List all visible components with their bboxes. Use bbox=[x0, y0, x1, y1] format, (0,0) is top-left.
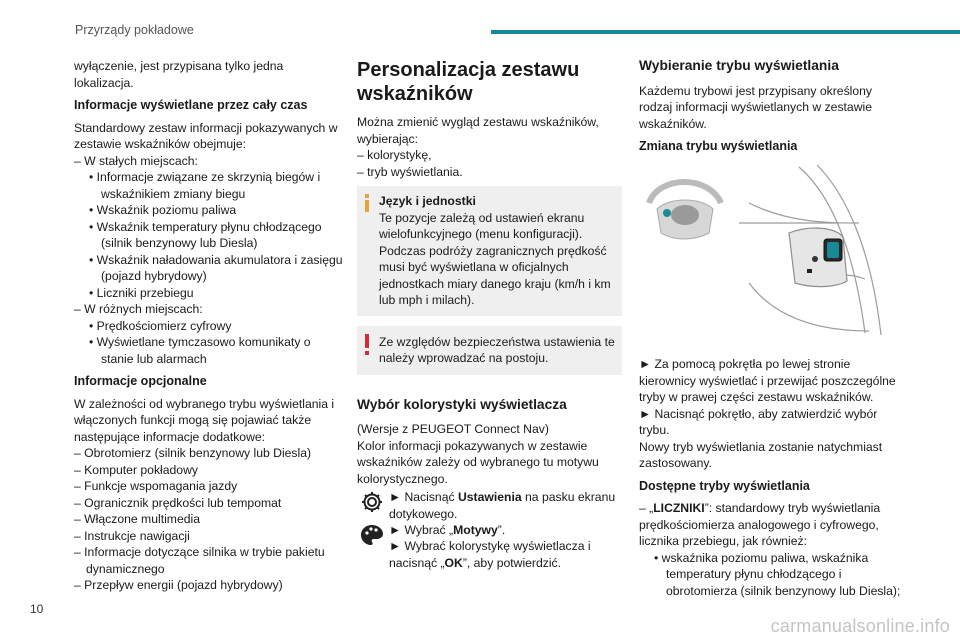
various-places-label: – W różnych miejscach: bbox=[74, 302, 203, 316]
palette-icon bbox=[359, 522, 385, 548]
step-themes bbox=[357, 522, 622, 552]
warning-exclamation-icon bbox=[363, 334, 371, 356]
heading-display-mode: Wybieranie trybu wyświetlania bbox=[639, 58, 839, 73]
info-icon bbox=[363, 194, 371, 212]
warning-box-text: Ze względów bezpieczeństwa ustawienia te należy wprowadzać na postoju. bbox=[379, 334, 615, 365]
list-item: – Przepływ energii (pojazd hybrydowy) bbox=[74, 578, 283, 592]
list-item: – kolorystykę, bbox=[357, 148, 432, 162]
column-middle bbox=[357, 58, 622, 571]
column-right bbox=[639, 58, 907, 599]
step-text: ► Wybrać „ bbox=[389, 523, 454, 537]
list-item: – Instrukcje nawigacji bbox=[74, 528, 190, 543]
column-left bbox=[74, 58, 346, 594]
list-item: • wskaźnika poziomu paliwa, wskaźnika temperatury płynu chłodzącego i obrotomierza (silnik benzynowy lub Diesla); bbox=[654, 550, 901, 598]
heading-color-selection: Wybór kolorystyki wyświetlacza bbox=[357, 396, 567, 412]
change-mode-text: ► Za pomocą pokrętła po lewej stronie kierownicy wyświetlać i przewijać poszczególne tryby w prawej części zestawu wskaźników. ► Nacisnąć pokrętło, aby zatwierdzić wybór trybu. Nowy tryb wyświetlania zostanie natychmiast zastosowany. bbox=[639, 357, 896, 470]
list-item: – Włączone multimedia bbox=[74, 512, 200, 526]
list-item: – Informacje dotyczące silnika w trybie pakietu dynamicznego bbox=[74, 545, 325, 576]
list-item: • Wskaźnik temperatury płynu chłodzącego (silnik benzynowy lub Diesla) bbox=[89, 219, 322, 250]
available-mode-counters bbox=[639, 500, 907, 550]
mode-intro: Każdemu trybowi jest przypisany określony rodzaj informacji wyświetlanych w zestawie wskaźników. bbox=[639, 83, 873, 131]
heading-change-mode: Zmiana trybu wyświetlania bbox=[639, 139, 798, 153]
list-item: • Prędkościomierz cyfrowy bbox=[89, 318, 232, 333]
control-panel bbox=[789, 228, 847, 287]
heading-available-modes: Dostępne tryby wyświetlania bbox=[639, 478, 810, 493]
list-item: – Ogranicznik prędkości lub tempomat bbox=[74, 495, 282, 510]
settings-gear-icon bbox=[359, 489, 385, 515]
settings-label: Ustawienia bbox=[457, 490, 522, 504]
list-item: • Wskaźnik naładowania akumulatora i zasięgu (pojazd hybrydowy) bbox=[89, 252, 343, 283]
list-item: – tryb wyświetlania. bbox=[357, 164, 463, 179]
counters-label: LICZNIKI bbox=[653, 501, 705, 515]
mode-text: – „ bbox=[639, 501, 654, 515]
page-number: 10 bbox=[30, 602, 44, 616]
heading-optional-info: Informacje opcjonalne bbox=[74, 374, 207, 388]
ok-label: OK bbox=[444, 555, 463, 570]
list-item: – Obrotomierz (silnik benzynowy lub Diesla) bbox=[74, 446, 312, 460]
list-item: • Wskaźnik poziomu paliwa bbox=[89, 203, 237, 217]
fixed-places-label: – W stałych miejscach: bbox=[74, 153, 198, 168]
running-header-title: Przyrządy pokładowe bbox=[75, 23, 194, 37]
intro-paragraph: wyłączenie, jest przypisana tylko jedna lokalizacja. bbox=[74, 59, 284, 90]
info-box-title: Język i jednostki bbox=[379, 194, 476, 208]
step-text: na pasku ekranu dotykowego. bbox=[389, 490, 616, 521]
color-intro: (Wersje z PEUGEOT Connect Nav) Kolor informacji pokazywanych w zestawie wskaźników zależy od wybranego tu motywu kolorystycznego. bbox=[357, 422, 599, 486]
step-text: ► Wybrać kolorystykę wyświetlacza i nacisnąć „ bbox=[389, 539, 591, 570]
step-text: ”, aby potwierdzić. bbox=[462, 555, 562, 570]
themes-label: Motywy bbox=[453, 523, 498, 537]
step-settings bbox=[357, 489, 622, 522]
personalization-intro: Można zmienić wygląd zestawu wskaźników, wybierając: bbox=[357, 115, 599, 146]
steering-wheel-illustration bbox=[639, 163, 894, 338]
step-text: ► Nacisnąć bbox=[389, 490, 458, 504]
always-intro: Standardowy zestaw informacji pokazywanych w zestawie wskaźników obejmuje: bbox=[74, 120, 338, 151]
heading-always-shown: Informacje wyświetlane przez cały czas bbox=[74, 98, 308, 112]
optional-intro: W zależności od wybranego trybu wyświetlania i włączonych funkcji mogą się pojawiać także następujące informacje dodatkowe: bbox=[74, 396, 335, 444]
watermark-text: carmanualsonline.info bbox=[770, 616, 950, 636]
step-text: ”. bbox=[497, 523, 506, 537]
info-box-text: Te pozycje zależą od ustawień ekranu wielofunkcyjnego (menu konfiguracji). Podczas podróży zagranicznych prędkość musi być wyświetlana w oficjalnych jednostkach miary danego kraju (km/h i km lub mph i milach). bbox=[379, 210, 611, 307]
list-item: – Komputer pokładowy bbox=[74, 462, 198, 477]
list-item: • Wyświetlane tymczasowo komunikaty o stanie lub alarmach bbox=[89, 335, 311, 366]
list-item: – Funkcje wspomagania jazdy bbox=[74, 479, 238, 493]
heading-personalization: Personalizacja zestawu wskaźników bbox=[357, 59, 580, 105]
list-item: • Informacje związane ze skrzynią biegów i wskaźnikiem zmiany biegu bbox=[89, 170, 321, 201]
mode-text: ”: standardowy tryb wyświetlania prędkościomierza analogowego i cyfrowego, licznika przebiegu, jak również: bbox=[639, 501, 881, 548]
warning-box-safety bbox=[357, 326, 622, 375]
inset-wheel bbox=[645, 171, 725, 247]
list-item: • Liczniki przebiegu bbox=[89, 285, 194, 300]
info-box-language-units bbox=[357, 186, 622, 316]
header-accent-bar bbox=[491, 30, 960, 34]
